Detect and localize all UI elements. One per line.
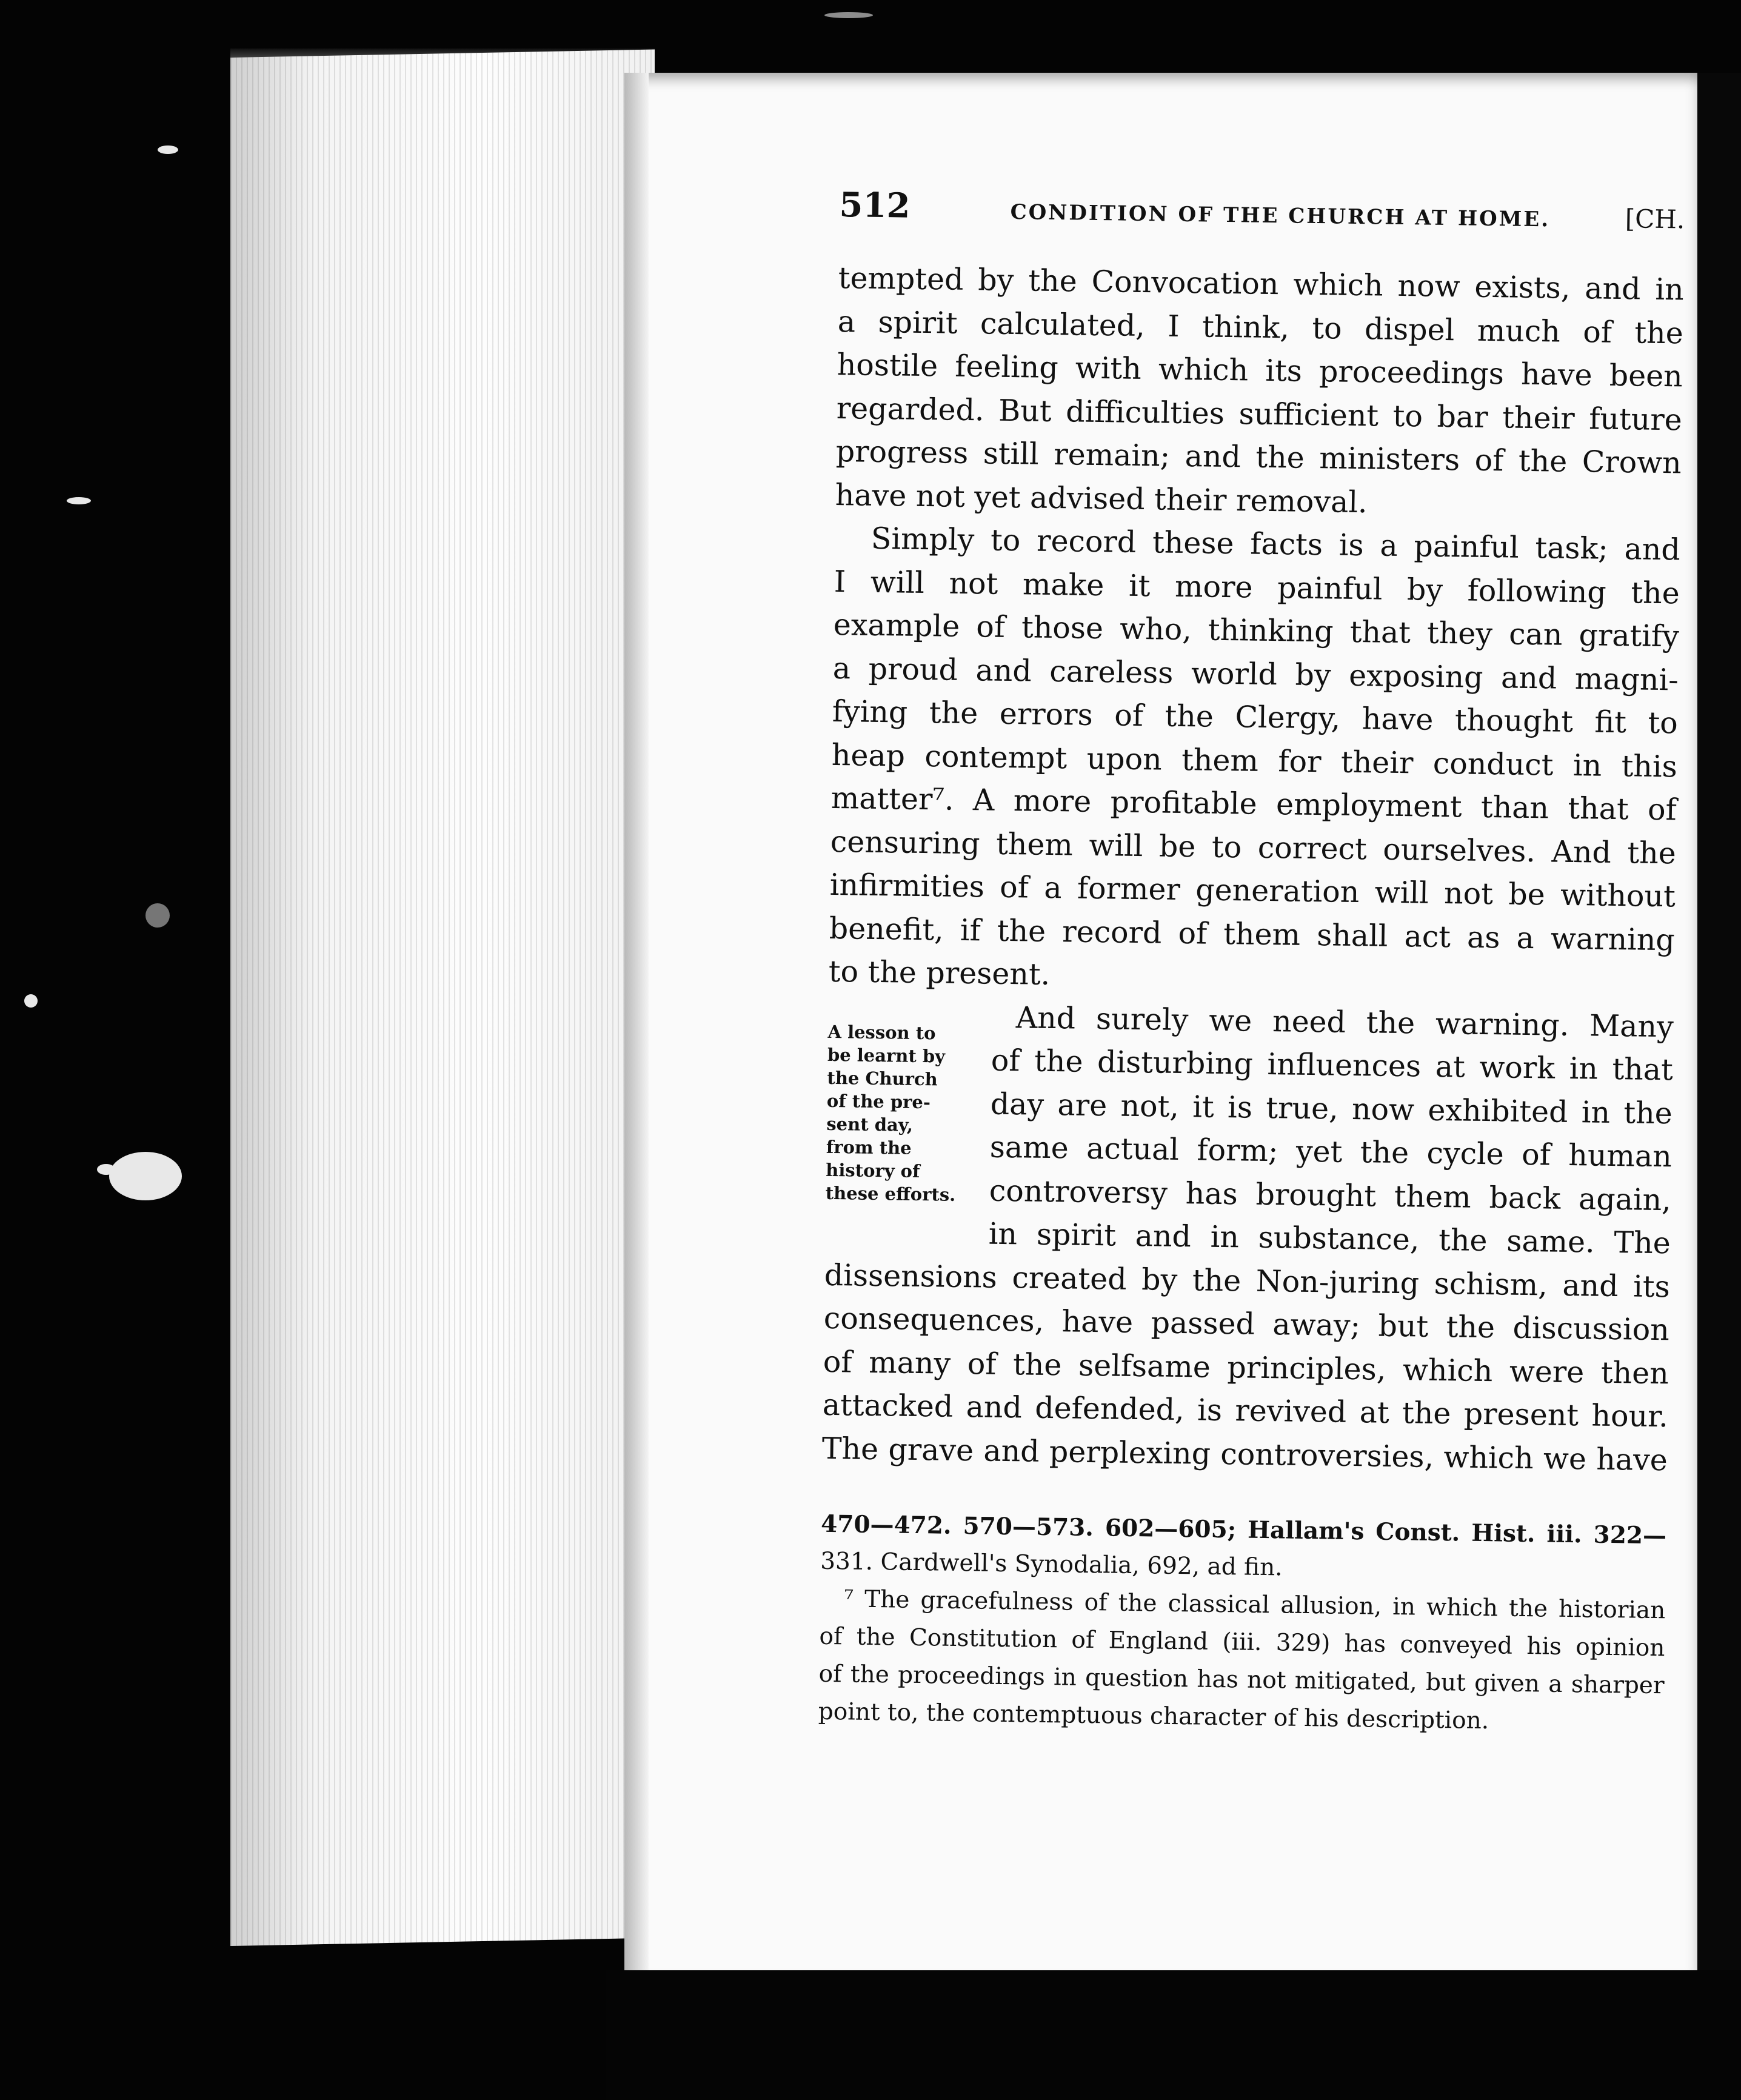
footnote-line: of the proceedings in question has not mitigated, but given a sharper (818, 1660, 1665, 1700)
sidenote-line: of the pre- (826, 1090, 931, 1112)
text-line: tempted by the Convocation which now exists, and in (838, 260, 1685, 307)
text-line: of many of the selfsame principles, which were then (823, 1344, 1669, 1391)
paragraph-2 (828, 517, 1680, 1005)
paragraph-3-side-lines (988, 995, 1674, 1265)
footnotes (818, 1505, 1666, 1742)
text-line: infirmities of a former generation will not be without (829, 867, 1676, 914)
page-gutter-shadow (624, 73, 649, 1982)
paragraph-1 (835, 256, 1684, 528)
footnote-line: ⁷ The gracefulness of the classical allusion, in which the historian (844, 1585, 1666, 1625)
book-fore-edge (230, 50, 655, 1946)
scan-bottom-border (606, 1970, 1741, 2100)
body-text (821, 256, 1684, 1482)
paragraph-3-continued (821, 1253, 1670, 1482)
text-line: to the present. (828, 954, 1051, 992)
text-line: hostile feeling with which its proceedings have been (837, 347, 1683, 394)
dust-speck (145, 903, 170, 928)
dust-speck (158, 145, 178, 154)
dust-speck (824, 12, 873, 18)
sidenote-line: these efforts. (825, 1182, 956, 1205)
sidenote-line: the Church (827, 1067, 938, 1089)
text-line: regarded. But difficulties sufficient to bar their future (836, 390, 1683, 437)
sidenote-line: history of (826, 1159, 920, 1182)
text-line: heap contempt upon them for their conduct in this (831, 737, 1678, 784)
footnote-line: 470—472. 570—573. 602—605; Hallam's Const. Hist. iii. 322— (820, 1510, 1667, 1550)
footnote-line: point to, the contemptuous character of his description. (818, 1697, 1489, 1735)
text-line: The grave and perplexing controversies, which we have (821, 1431, 1668, 1477)
text-line: Simply to record these facts is a painful task; and (870, 521, 1681, 567)
text-line: censuring them will be to correct ourselves. And the (830, 824, 1677, 871)
sidenote-line: A lesson to (827, 1021, 936, 1043)
margin-sidenote (824, 993, 992, 1256)
text-line: day are not, it is true, now exhibited in the (990, 1086, 1673, 1131)
text-line: And surely we need the warning. Many (1015, 1000, 1674, 1044)
page-number: 512 (839, 185, 911, 226)
footnote-continued (820, 1505, 1667, 1592)
text-line: attacked and defended, is revived at the present hour. (822, 1387, 1669, 1434)
sidenote-line: be learnt by (827, 1044, 946, 1067)
text-line: benefit, if the record of them shall act as a warning (829, 911, 1676, 957)
scan-right-border (1697, 73, 1741, 1982)
dust-speck (67, 497, 91, 504)
text-line: I will not make it more painful by following the (834, 564, 1680, 610)
text-line: a proud and careless world by exposing and magni- (832, 650, 1679, 697)
footnote-line: of the Constitution of England (iii. 329) has conveyed his opinion (819, 1622, 1665, 1662)
running-header (839, 185, 1685, 257)
page-text-block (818, 185, 1685, 1742)
text-line: controversy has brought them back again, (989, 1173, 1672, 1217)
text-line: of the disturbing influences at work in that (991, 1043, 1674, 1088)
paragraph-3-with-sidenote (824, 993, 1674, 1265)
footnote-7 (818, 1580, 1665, 1742)
dust-speck (109, 1152, 182, 1200)
text-line: fying the errors of the Clergy, have thought fit to (832, 694, 1679, 741)
sidenote-line: from the (826, 1136, 912, 1159)
text-line: in spirit and in substance, the same. The (988, 1216, 1671, 1261)
text-line: consequences, have passed away; but the discussion (823, 1300, 1670, 1348)
text-line: a spirit calculated, I think, to dispel much of the (837, 304, 1684, 350)
text-line: same actual form; yet the cycle of human (989, 1129, 1672, 1174)
running-title: CONDITION OF THE CHURCH AT HOME. (1010, 199, 1551, 232)
text-line: dissensions created by the Non-juring schism, and its (824, 1257, 1671, 1304)
chapter-reference: [CH. (1625, 204, 1685, 235)
text-line: example of those who, thinking that they can gratify (833, 607, 1680, 654)
text-line: have not yet advised their removal. (835, 477, 1368, 520)
text-line: progress still remain; and the ministers of the Crown (835, 433, 1682, 481)
text-line: matter⁷. A more profitable employment than that of (830, 780, 1677, 828)
sidenote-line: sent day, (826, 1113, 914, 1135)
dust-speck (24, 994, 38, 1008)
footnote-line: 331. Cardwell's Synodalia, 692, ad fin. (820, 1547, 1283, 1582)
